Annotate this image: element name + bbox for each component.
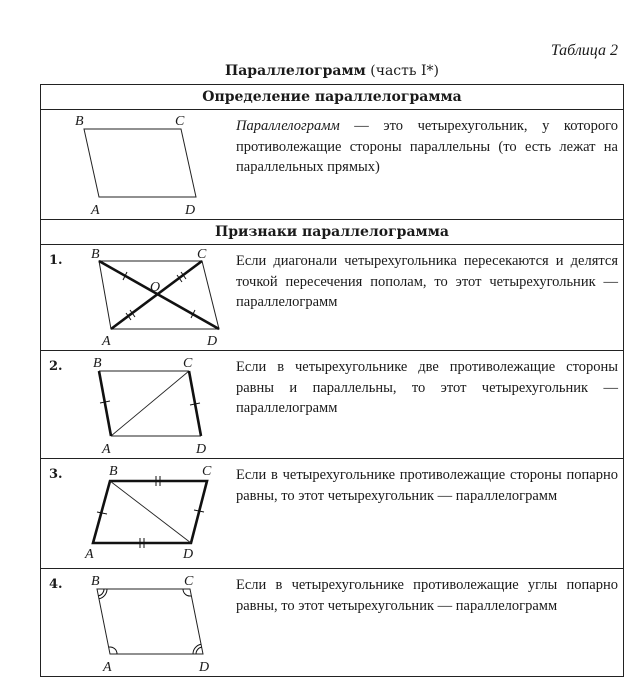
vertex-label-a: A bbox=[85, 547, 94, 562]
sign-2-figure bbox=[41, 351, 236, 459]
vertex-label-b: B bbox=[91, 574, 100, 589]
vertex-label-c: C bbox=[183, 356, 193, 371]
sign-text: Если в четырехугольнике две противолежащие стороны равны и параллельны, то этот четырехугольник — параллелограмм bbox=[236, 359, 618, 416]
definition-row bbox=[41, 110, 623, 220]
sign-number: 4. bbox=[49, 577, 63, 592]
parallelogram-table bbox=[40, 84, 624, 677]
vertex-label-b: B bbox=[93, 356, 102, 371]
vertex-label-c: C bbox=[202, 464, 212, 479]
vertex-label-d: D bbox=[196, 442, 207, 457]
sign-row-1 bbox=[41, 245, 623, 351]
sign-number: 3. bbox=[49, 467, 63, 482]
vertex-label-a: A bbox=[102, 334, 111, 349]
vertex-label-d: D bbox=[199, 660, 210, 675]
sign-text: Если в четырехугольнике противолежащие углы попарно равны, то этот четырехугольник — параллелограмм bbox=[236, 577, 618, 614]
sign-row-3 bbox=[41, 459, 623, 569]
sign-row-4 bbox=[41, 569, 623, 677]
vertex-label-b: B bbox=[91, 247, 100, 262]
vertex-label-d: D bbox=[185, 203, 196, 218]
vertex-label-o: O bbox=[150, 280, 161, 295]
vertex-label-b: B bbox=[75, 114, 84, 129]
sign-4-figure bbox=[41, 569, 236, 677]
definition-body: — это четырехугольник, у которого противолежащие стороны параллельны (то есть лежат на параллельных прямых) bbox=[236, 118, 618, 175]
signs-heading: Признаки параллелограмма bbox=[41, 220, 623, 245]
vertex-label-a: A bbox=[91, 203, 100, 218]
vertex-label-d: D bbox=[183, 547, 194, 562]
vertex-label-d: D bbox=[207, 334, 218, 349]
definition-text bbox=[236, 116, 618, 178]
definition-heading: Определение параллелограмма bbox=[41, 85, 623, 110]
vertex-label-a: A bbox=[103, 660, 112, 675]
sign-3-figure bbox=[41, 459, 236, 569]
sign-text: Если диагонали четырехугольника пересекаются и делятся точкой пересечения пополам, то этот четырехугольник — параллелограмм bbox=[236, 253, 618, 310]
vertex-label-c: C bbox=[175, 114, 185, 129]
definition-term: Параллелограмм bbox=[236, 118, 340, 134]
page-title-bold: Параллелограмм bbox=[225, 63, 366, 79]
page-title bbox=[40, 63, 624, 79]
vertex-label-c: C bbox=[184, 574, 194, 589]
definition-figure bbox=[41, 110, 236, 220]
sign-number: 1. bbox=[49, 253, 63, 268]
table-number-label: Таблица 2 bbox=[550, 42, 618, 59]
vertex-label-b: B bbox=[109, 464, 118, 479]
sign-row-2 bbox=[41, 351, 623, 459]
sign-text: Если в четырехугольнике противолежащие стороны попарно равны, то этот четырехугольник — параллелограмм bbox=[236, 467, 618, 504]
page-title-suffix: (часть I*) bbox=[365, 63, 439, 79]
vertex-label-a: A bbox=[102, 442, 111, 457]
sign-number: 2. bbox=[49, 359, 63, 374]
vertex-label-c: C bbox=[197, 247, 207, 262]
sign-1-figure bbox=[41, 245, 236, 351]
